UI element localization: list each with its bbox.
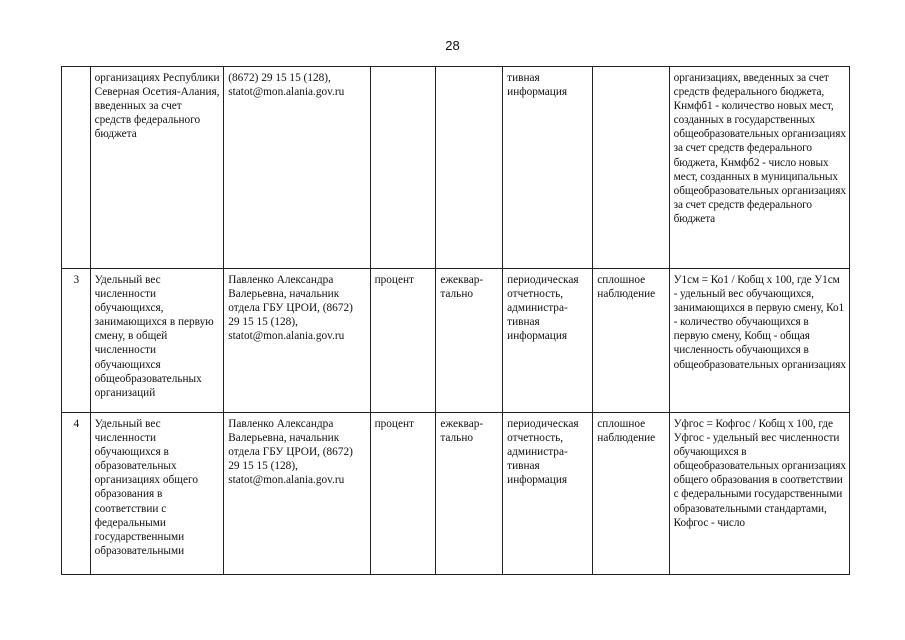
responsible-contact: (8672) 29 15 15 (128), statot@mon.alania.gov.ru [224, 67, 370, 269]
collection-method: сплошное наблюдение [593, 269, 669, 413]
periodicity: ежеквар-тально [436, 413, 503, 575]
table-row [62, 413, 850, 575]
data-source: периодическая отчетность, администра-тивная информация [503, 269, 593, 413]
row-number: 4 [62, 413, 91, 575]
data-source: периодическая отчетность, администра-тивная информация [503, 413, 593, 575]
table-row [62, 269, 850, 413]
unit-of-measure [370, 67, 436, 269]
calculation-formula: Уфгос = Кофгос / Кобщ х 100, где Уфгос - удельный вес численности обучающихся в общеобразовательных организациях общего образования в соответствии с федеральными государственными образовательными стандартами, Кофгос - число [669, 413, 849, 575]
responsible-contact: Павленко Александра Валерьевна, начальник отдела ГБУ ЦРОИ, (8672) 29 15 15 (128), statot@mon.alania.gov.ru [224, 269, 370, 413]
responsible-contact: Павленко Александра Валерьевна, начальник отдела ГБУ ЦРОИ, (8672) 29 15 15 (128), statot@mon.alania.gov.ru [224, 413, 370, 575]
collection-method [593, 67, 669, 269]
row-number [62, 67, 91, 269]
periodicity [436, 67, 503, 269]
periodicity: ежеквар-тально [436, 269, 503, 413]
calculation-formula: организациях, введенных за счет средств федерального бюджета, Кнмфб1 - количество новых мест, созданных в государственных общеобразовательных организациях за счет средств федерального бюджета, Кнмфб2 - число новых мест, созданных в муниципальных общеобразовательных организациях за счет средств федерального бюджета [669, 67, 849, 269]
indicator-name: Удельный вес численности обучающихся, занимающихся в первую смену, в общей численности обучающихся общеобразовательных организаций [90, 269, 224, 413]
page-number: 28 [445, 38, 460, 53]
data-source: тивная информация [503, 67, 593, 269]
table-row [62, 67, 850, 269]
indicators-table [61, 66, 850, 575]
calculation-formula: У1см = Ко1 / Кобщ х 100, где У1см - удельный вес обучающихся, занимающихся в первую смену, Ко1 - количество обучающихся в первую смену, Кобщ - общая численность обучающихся в общеобразовательных организациях [669, 269, 849, 413]
indicator-name: Удельный вес численности обучающихся в образовательных организациях общего образования в соответствии с федеральными государственными образовательными [90, 413, 224, 575]
row-number: 3 [62, 269, 91, 413]
collection-method: сплошное наблюдение [593, 413, 669, 575]
indicator-name: организациях Республики Северная Осетия-Алания, введенных за счет средств федерального бюджета [90, 67, 224, 269]
unit-of-measure: процент [370, 269, 436, 413]
unit-of-measure: процент [370, 413, 436, 575]
